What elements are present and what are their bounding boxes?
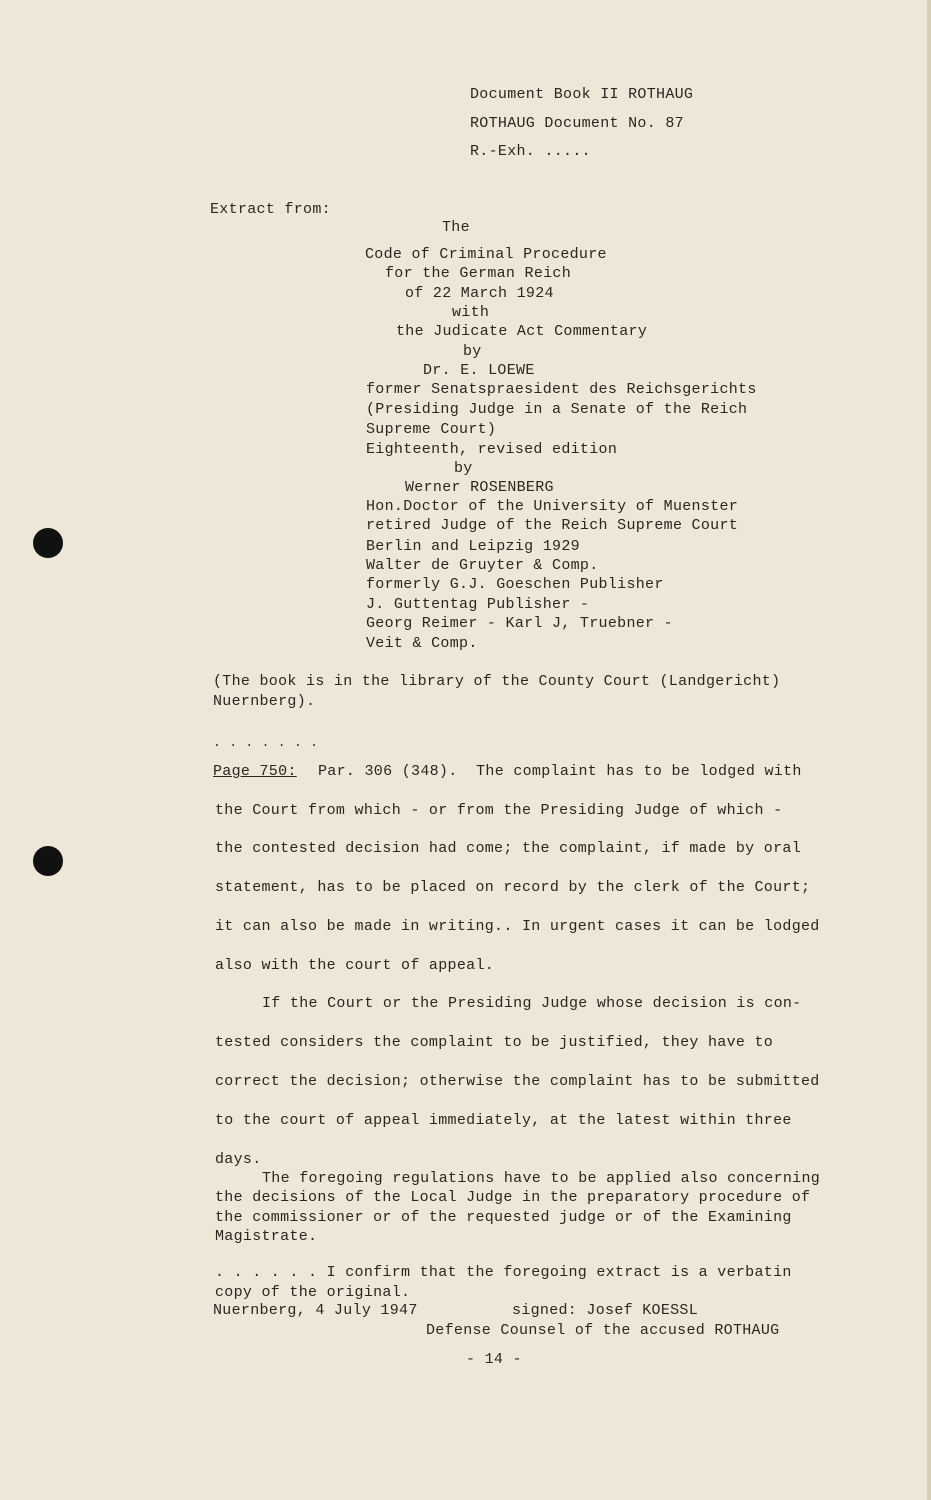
title-line: the Judicate Act Commentary [396,323,648,340]
detail-line: Berlin and Leipzig 1929 [366,538,580,555]
page-number: - 14 - [466,1351,522,1368]
signature-line: signed: Josef KOESSL [512,1302,699,1319]
body-line: the contested decision had come; the complaint, if made by oral [215,840,801,857]
body-line: it can also be made in writing.. In urgent cases it can be lodged [215,918,820,935]
page-edge [927,0,931,1500]
header-book: Document Book II ROTHAUG [470,86,694,103]
detail-line: Walter de Gruyter & Comp. [366,557,599,574]
detail-line: J. Guttentag Publisher - [366,596,590,613]
body-line: the Court from which - or from the Presiding Judge of which - [215,802,783,819]
body-line: also with the court of appeal. [215,957,495,974]
body-line: to the court of appeal immediately, at the latest within three [215,1112,792,1129]
body-line: The foregoing regulations have to be applied also concerning [262,1170,821,1187]
header-exhibit: R.-Exh. ..... [470,143,591,160]
body-line: the commissioner or of the requested judge or of the Examining [215,1209,792,1226]
body-line: Magistrate. [215,1228,318,1245]
punch-hole-top [33,528,63,558]
title-line: with [452,304,490,321]
separator-dots: . . . . . . . [213,735,319,750]
library-note: Nuernberg). [213,693,316,710]
detail-line: Eighteenth, revised edition [366,441,618,458]
detail-line: Werner ROSENBERG [405,479,554,496]
extract-intro: Extract from: [210,201,331,218]
body-line: the decisions of the Local Judge in the preparatory procedure of [215,1189,811,1206]
confirmation-line: copy of the original. [215,1284,411,1301]
title-line: by [463,343,482,360]
detail-line: Supreme Court) [366,421,497,438]
detail-line: retired Judge of the Reich Supreme Court [366,517,739,534]
title-line: Dr. E. LOEWE [423,362,535,379]
page-reference: Page 750: [213,763,297,780]
title-line: for the German Reich [385,265,572,282]
title-line: Code of Criminal Procedure [365,246,607,263]
detail-line: (Presiding Judge in a Senate of the Reich [366,401,748,418]
body-line: days. [215,1151,262,1168]
detail-line: by [454,460,473,477]
body-line: If the Court or the Presiding Judge whose decision is con- [262,995,802,1012]
title-line: The [442,219,470,236]
body-line: Par. 306 (348). The complaint has to be lodged with [318,763,802,780]
detail-line: Veit & Comp. [366,635,478,652]
library-note: (The book is in the library of the County Court (Landgericht) [213,673,781,690]
detail-line: former Senatspraesident des Reichsgerichts [366,381,757,398]
body-line: correct the decision; otherwise the complaint has to be submitted [215,1073,820,1090]
detail-line: Hon.Doctor of the University of Muenster [366,498,739,515]
counsel-line: Defense Counsel of the accused ROTHAUG [426,1322,780,1339]
confirmation-line: . . . . . . I confirm that the foregoing extract is a verbatin [215,1264,792,1281]
body-line: statement, has to be placed on record by the clerk of the Court; [215,879,811,896]
punch-hole-bottom [33,846,63,876]
detail-line: formerly G.J. Goeschen Publisher [366,576,664,593]
place-date: Nuernberg, 4 July 1947 [213,1302,418,1319]
header-doc-no: ROTHAUG Document No. 87 [470,115,684,132]
body-line: tested considers the complaint to be justified, they have to [215,1034,774,1051]
title-line: of 22 March 1924 [405,285,554,302]
detail-line: Georg Reimer - Karl J, Truebner - [366,615,673,632]
